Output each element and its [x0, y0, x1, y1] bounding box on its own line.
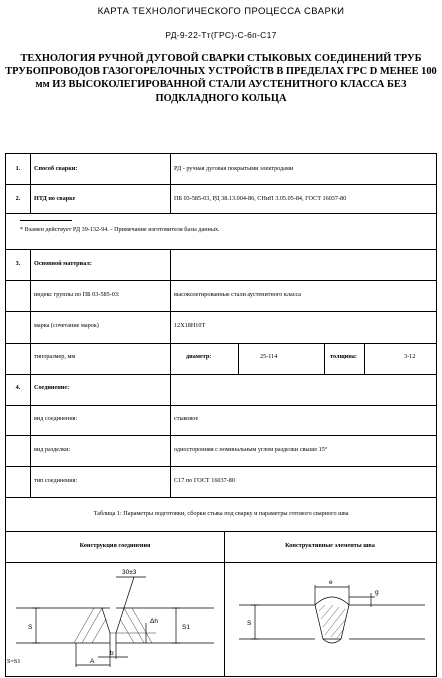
a-label: A [90, 658, 95, 665]
base-material-label: Основной материал: [34, 260, 92, 267]
b-label: b [110, 650, 114, 657]
table-caption: Таблица 1: Параметры подготовки, сборки стыка под сварку и параметры готового сварного шва [93, 510, 349, 517]
size-label: типоразмер, мм [34, 353, 76, 360]
ntd-label: НТД по сварке [34, 195, 76, 202]
joint-design-header: Конструкция соединения [79, 542, 151, 549]
s-label: S [28, 624, 33, 631]
groove-value: односторонняя с номинальным углом разделки свыше 15° [174, 446, 328, 453]
joint-type-value: С17 по ГОСТ 16037-80 [174, 477, 235, 484]
joint-kind-value: стыковое [174, 415, 199, 422]
group-index-label: индекс группы по ПБ 03-585-03: [34, 291, 120, 298]
process-card-table [5, 153, 437, 677]
angle-label: 30±3 [122, 569, 137, 576]
diameter-label: диаметр: [186, 353, 212, 360]
joint-design-drawing [6, 563, 224, 675]
main-title: ТЕХНОЛОГИЯ РУЧНОЙ ДУГОВОЙ СВАРКИ СТЫКОВЫХ СОЕДИНЕНИЙ ТРУБ ТРУБОПРОВОДОВ ГАЗОГОРЕЛОЧНЫХ УСТРОЙСТВ В ПРЕДЕЛАХ ГРС D МЕНЕЕ 100 мм ИЗ ВЫСОКОЛЕГИРОВАННОЙ СТАЛИ АУСТЕНИТНОГО КЛАССА БЕЗ ПОДКЛАДНОГО КОЛЬЦА [5, 53, 437, 104]
e-label: e [329, 579, 333, 586]
weld-elements-header: Конструктивные элементы шва [285, 542, 375, 549]
delta-h-label: Δh [150, 618, 158, 625]
row-number: 3. [15, 260, 21, 267]
row-number: 4. [15, 384, 21, 391]
groove-label: вид разделки: [34, 446, 71, 453]
joint-kind-label: вид соединения: [34, 415, 78, 422]
row-number: 1. [15, 165, 21, 172]
thickness-value: 3-12 [404, 353, 416, 360]
thickness-label: толщина: [330, 353, 357, 360]
s-label: S [247, 620, 252, 627]
document-code: РД-9-22-Тт(ГРС)-С-6п-С17 [165, 30, 277, 40]
footnote: * Взамен действует РД 39-132-94. - Примечание изготовителя базы данных. [20, 226, 220, 233]
welding-method-value: РД - ручная дуговая покрытыми электродами [174, 165, 294, 172]
joint-label: Соединение: [34, 384, 70, 391]
s1-label: S1 [182, 624, 190, 631]
card-title: КАРТА ТЕХНОЛОГИЧЕСКОГО ПРОЦЕССА СВАРКИ [97, 6, 345, 17]
joint-type-label: тип соединения: [34, 477, 78, 484]
welding-method-label: Способ сварки: [34, 165, 78, 172]
steel-grade-value: 12Х18Н10Т [174, 322, 206, 329]
diameter-value: 25-114 [260, 353, 278, 360]
steel-grade-label: марка (сочетание марок) [34, 322, 99, 329]
drawing-note: S=S1 [7, 658, 21, 665]
g-label: g [375, 589, 379, 596]
group-index-value: высоколегированные стали аустенитного класса [174, 291, 302, 298]
ntd-value: ПБ 03-585-03, РД 38.13.004-86, СНиП 3.05.05-84, ГОСТ 16037-80 [174, 195, 347, 202]
row-number: 2. [15, 195, 21, 202]
weld-elements-drawing [225, 563, 436, 675]
